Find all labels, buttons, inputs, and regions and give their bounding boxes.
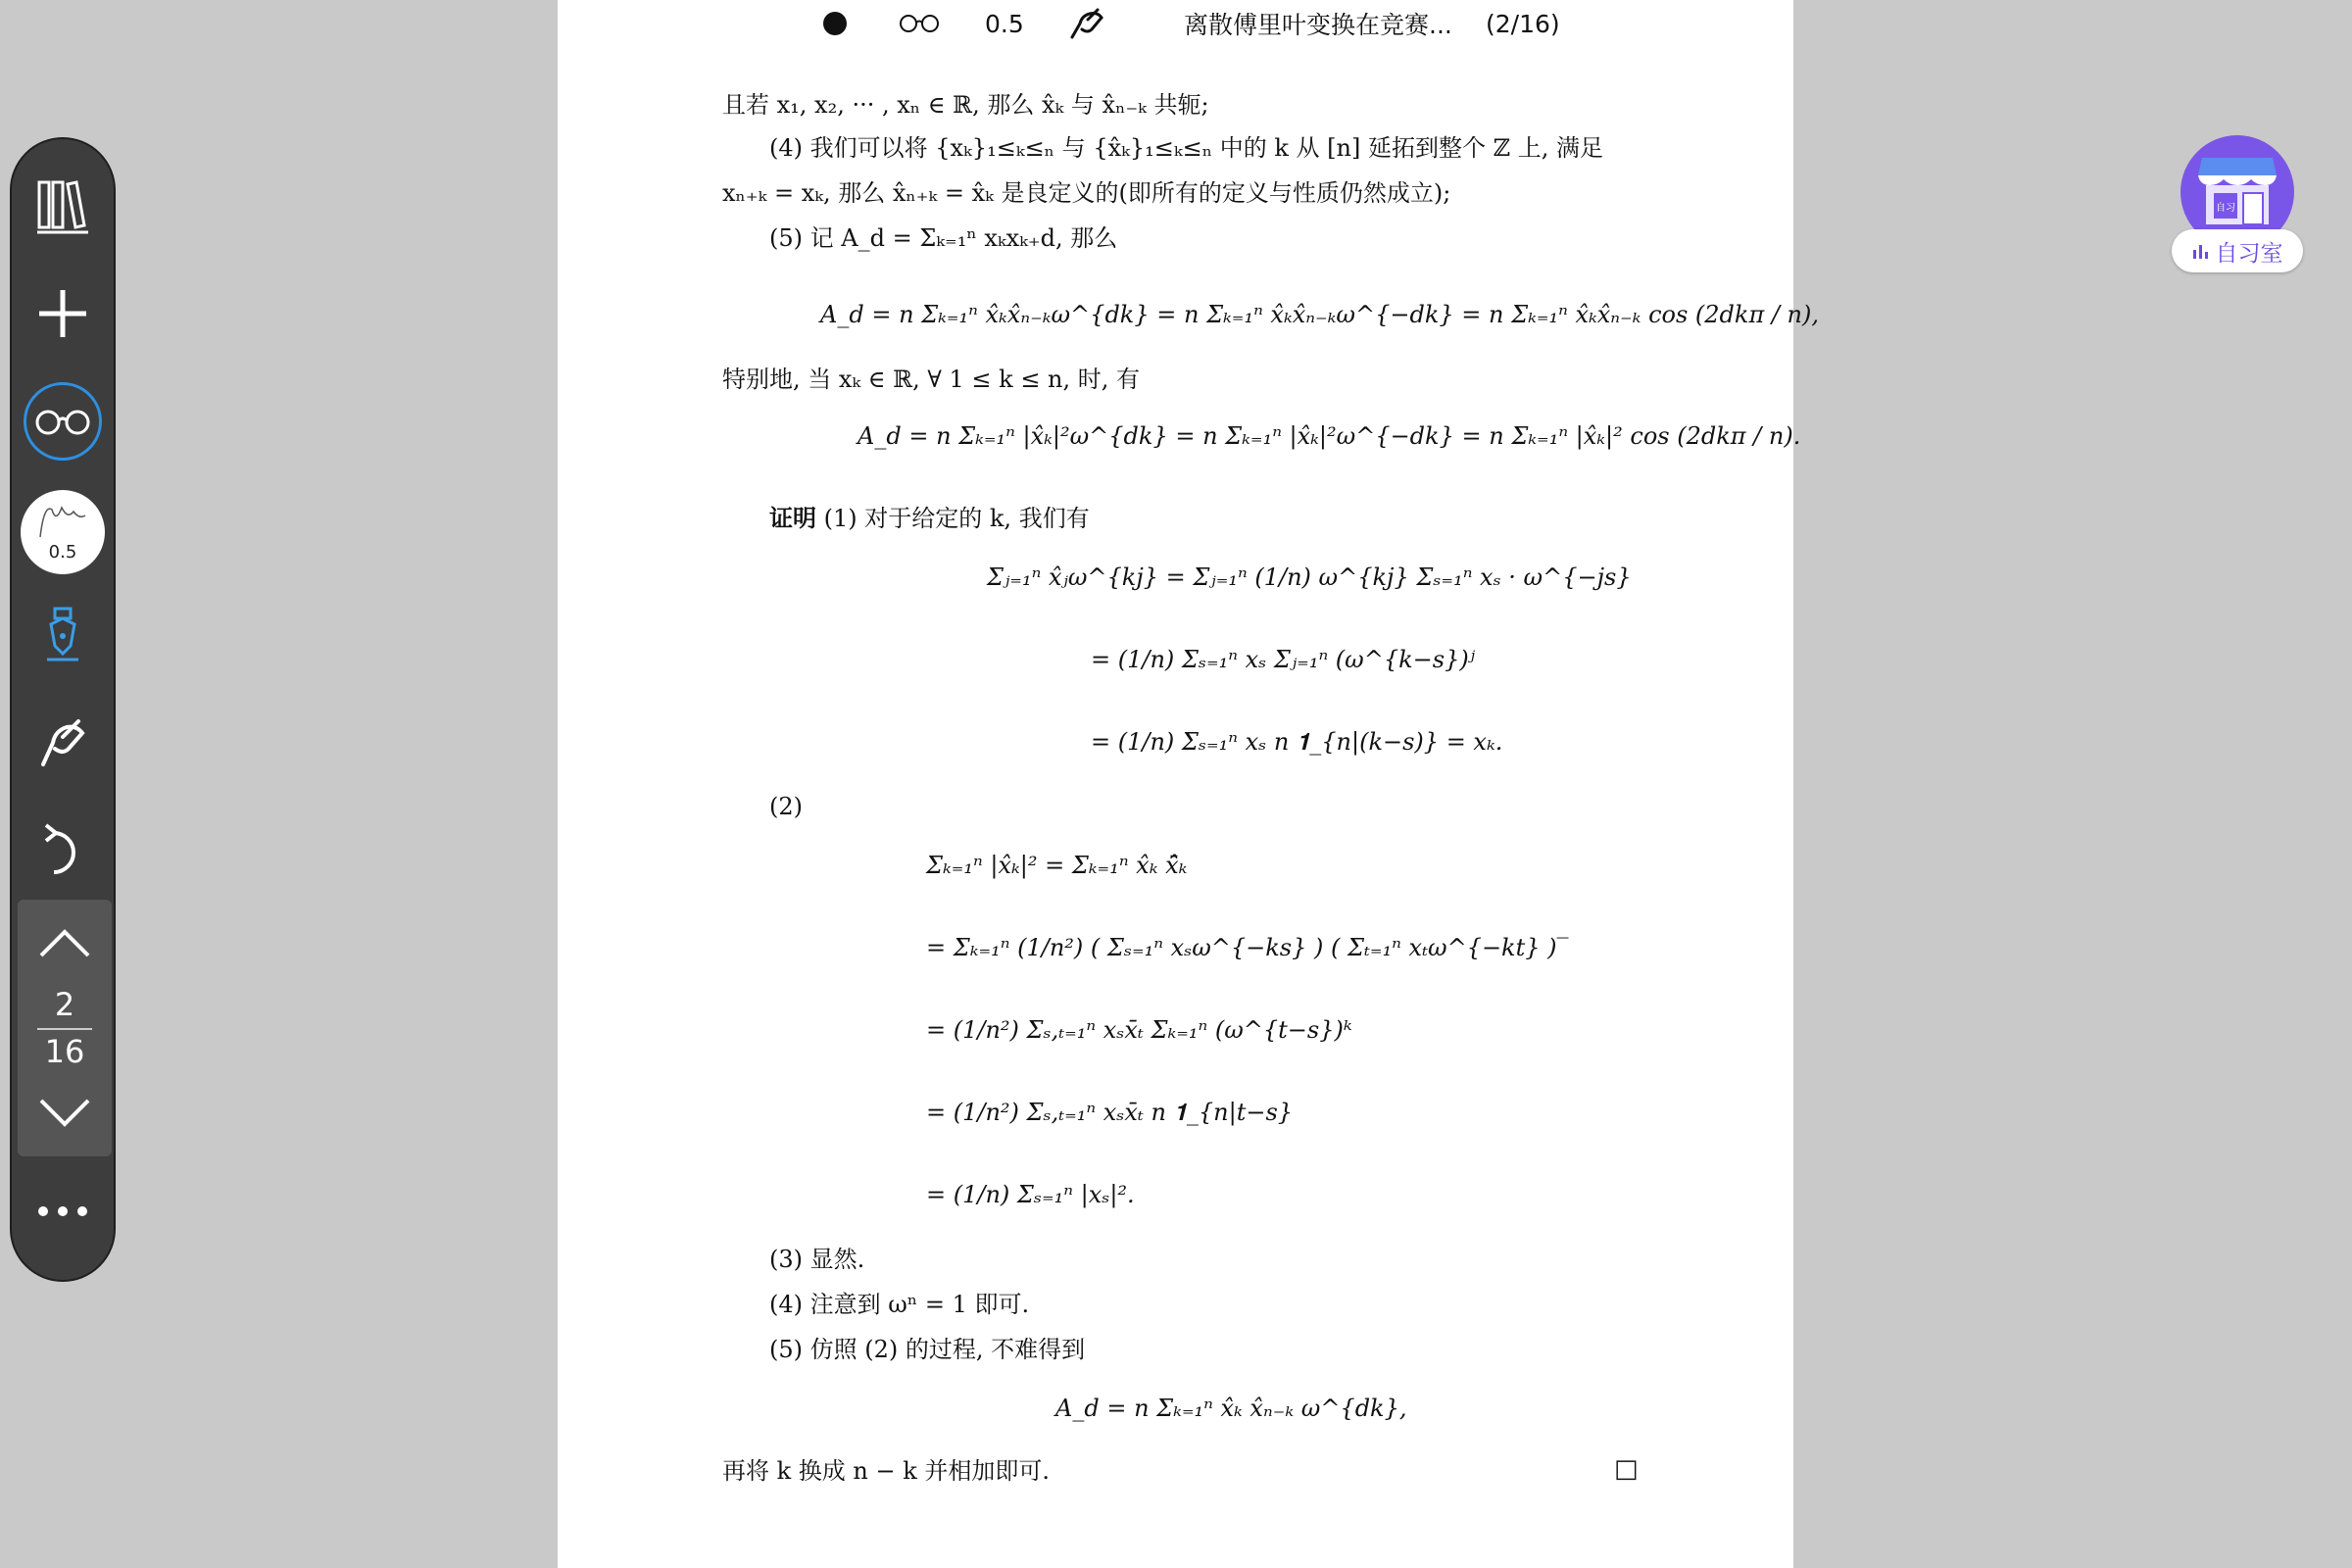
text-line: (5) 仿照 (2) 的过程, 不难得到 [769, 1336, 1086, 1363]
study-room-badge[interactable] [2172, 135, 2303, 274]
equation: = (1/n) Σₛ₌₁ⁿ |xₛ|². [926, 1181, 1135, 1208]
equation: Σⱼ₌₁ⁿ x̂ⱼω^{kj} = Σⱼ₌₁ⁿ (1/n) ω^{kj} Σₛ₌₁ⁿ xₛ · ω^{−js} [987, 564, 1632, 591]
top-bar [0, 0, 2352, 47]
ink-color-dot[interactable] [823, 0, 847, 47]
text-line: 再将 k 换成 n − k 并相加即可. [722, 1457, 1051, 1485]
glasses-icon [32, 407, 93, 436]
page-divider [37, 1028, 92, 1030]
store-text: 自习 [2216, 203, 2235, 214]
hand-draw-button[interactable] [24, 704, 102, 782]
text-line: xₙ₊ₖ = xₖ, 那么 x̂ₙ₊ₖ = x̂ₖ 是良定义的(即所有的定义与性质仍然成立); [722, 179, 1451, 207]
equation: A_d = n Σₖ₌₁ⁿ x̂ₖx̂ₙ₋ₖω^{dk} = n Σₖ₌₁ⁿ x̂ₖx̂ₙ₋ₖω^{−dk} = n Σₖ₌₁ⁿ x̂ₖx̂ₙ₋ₖ cos (2dkπ / n), [820, 301, 1820, 328]
equation: = Σₖ₌₁ⁿ (1/n²) ( Σₛ₌₁ⁿ xₛω^{−ks} ) ( Σₜ₌₁ⁿ xₜω^{−kt} )‾ [926, 934, 1569, 961]
library-icon [35, 176, 90, 235]
equation: Σₖ₌₁ⁿ |x̂ₖ|² = Σₖ₌₁ⁿ x̂ₖ x̂̄ₖ [926, 852, 1188, 879]
study-room-pill [2172, 229, 2303, 272]
add-button[interactable] [24, 274, 102, 353]
text-line: 特别地, 当 xₖ ∈ ℝ, ∀ 1 ≤ k ≤ n, 时, 有 [722, 366, 1141, 393]
reading-glasses-button[interactable] [898, 0, 941, 47]
document-title: 离散傅里叶变换在竞赛... [1184, 11, 1452, 39]
hand-draw-icon [35, 715, 90, 770]
equation: = (1/n²) Σₛ,ₜ₌₁ⁿ xₛx̄ₜ n 𝟏_{n|t−s} [926, 1099, 1294, 1126]
active-ring [24, 382, 102, 461]
page-indicator: (2/16) [1486, 9, 1560, 38]
total-pages: 16 [44, 1033, 85, 1070]
thickness-value[interactable]: 0.5 [985, 9, 1024, 38]
prev-page-button[interactable] [25, 904, 104, 982]
equation: = (1/n²) Σₛ,ₜ₌₁ⁿ xₛx̄ₜ Σₖ₌₁ⁿ (ω^{t−s})ᵏ [926, 1016, 1352, 1044]
pen-tool-button[interactable] [24, 596, 102, 674]
black-dot-icon [823, 12, 847, 35]
pen-preview [21, 490, 105, 574]
pen-thickness-button[interactable] [19, 488, 107, 576]
glasses-icon [898, 12, 941, 35]
current-page: 2 [54, 986, 75, 1023]
more-button[interactable] [24, 1172, 102, 1250]
text-line: (4) 注意到 ωⁿ = 1 即可. [769, 1291, 1030, 1318]
pen-thickness-value: 0.5 [48, 542, 77, 563]
page-navigator [18, 900, 112, 1156]
hand-draw-icon [1068, 6, 1107, 41]
store-icon [2196, 154, 2278, 230]
library-button[interactable] [24, 167, 102, 245]
equation: A_d = n Σₖ₌₁ⁿ |x̂ₖ|²ω^{dk} = n Σₖ₌₁ⁿ |x̂ₖ|²ω^{−dk} = n Σₖ₌₁ⁿ |x̂ₖ|² cos (2dkπ / n). [858, 422, 1801, 450]
proof-line [769, 502, 1090, 535]
equation: = (1/n) Σₛ₌₁ⁿ xₛ n 𝟏_{n|(k−s)} = xₖ. [1091, 728, 1503, 756]
chevron-up-icon [37, 926, 92, 959]
bar-chart-icon [2192, 242, 2210, 260]
undo-icon [38, 823, 87, 878]
proof-label: 证明 [769, 505, 816, 532]
text-line: (4) 我们可以将 {xₖ}₁≤ₖ≤ₙ 与 {x̂ₖ}₁≤ₖ≤ₙ 中的 k 从 [n] 延拓到整个 ℤ 上, 满足 [769, 134, 1604, 162]
next-page-button[interactable] [25, 1074, 104, 1152]
more-icon [35, 1204, 90, 1218]
text-line: (3) 显然. [769, 1246, 865, 1273]
text-line: (2) [769, 793, 803, 820]
plus-icon [37, 288, 88, 339]
equation: = (1/n) Σₛ₌₁ⁿ xₛ Σⱼ₌₁ⁿ (ω^{k−s})ʲ [1091, 646, 1476, 673]
text-line: 且若 x₁, x₂, ··· , xₙ ∈ ℝ, 那么 x̂ₖ 与 x̂ₙ₋ₖ 共轭; [722, 91, 1209, 119]
equation: A_d = n Σₖ₌₁ⁿ x̂ₖ x̂ₙ₋ₖ ω^{dk}, [1055, 1395, 1407, 1422]
signature-pen-icon [21, 490, 105, 549]
text-line: (5) 记 A_d = Σₖ₌₁ⁿ xₖxₖ₊d, 那么 [769, 224, 1118, 252]
left-toolbar [10, 137, 116, 1282]
document-page [558, 0, 1820, 1568]
study-room-label: 自习室 [2215, 240, 2283, 267]
qed-symbol: □ [1614, 1454, 1639, 1484]
reading-mode-button[interactable] [24, 382, 102, 461]
fountain-pen-icon [43, 607, 82, 663]
chevron-down-icon [37, 1097, 92, 1130]
proof-text: (1) 对于给定的 k, 我们有 [823, 505, 1090, 532]
hand-draw-button[interactable] [1068, 0, 1107, 47]
undo-button[interactable] [24, 811, 102, 890]
